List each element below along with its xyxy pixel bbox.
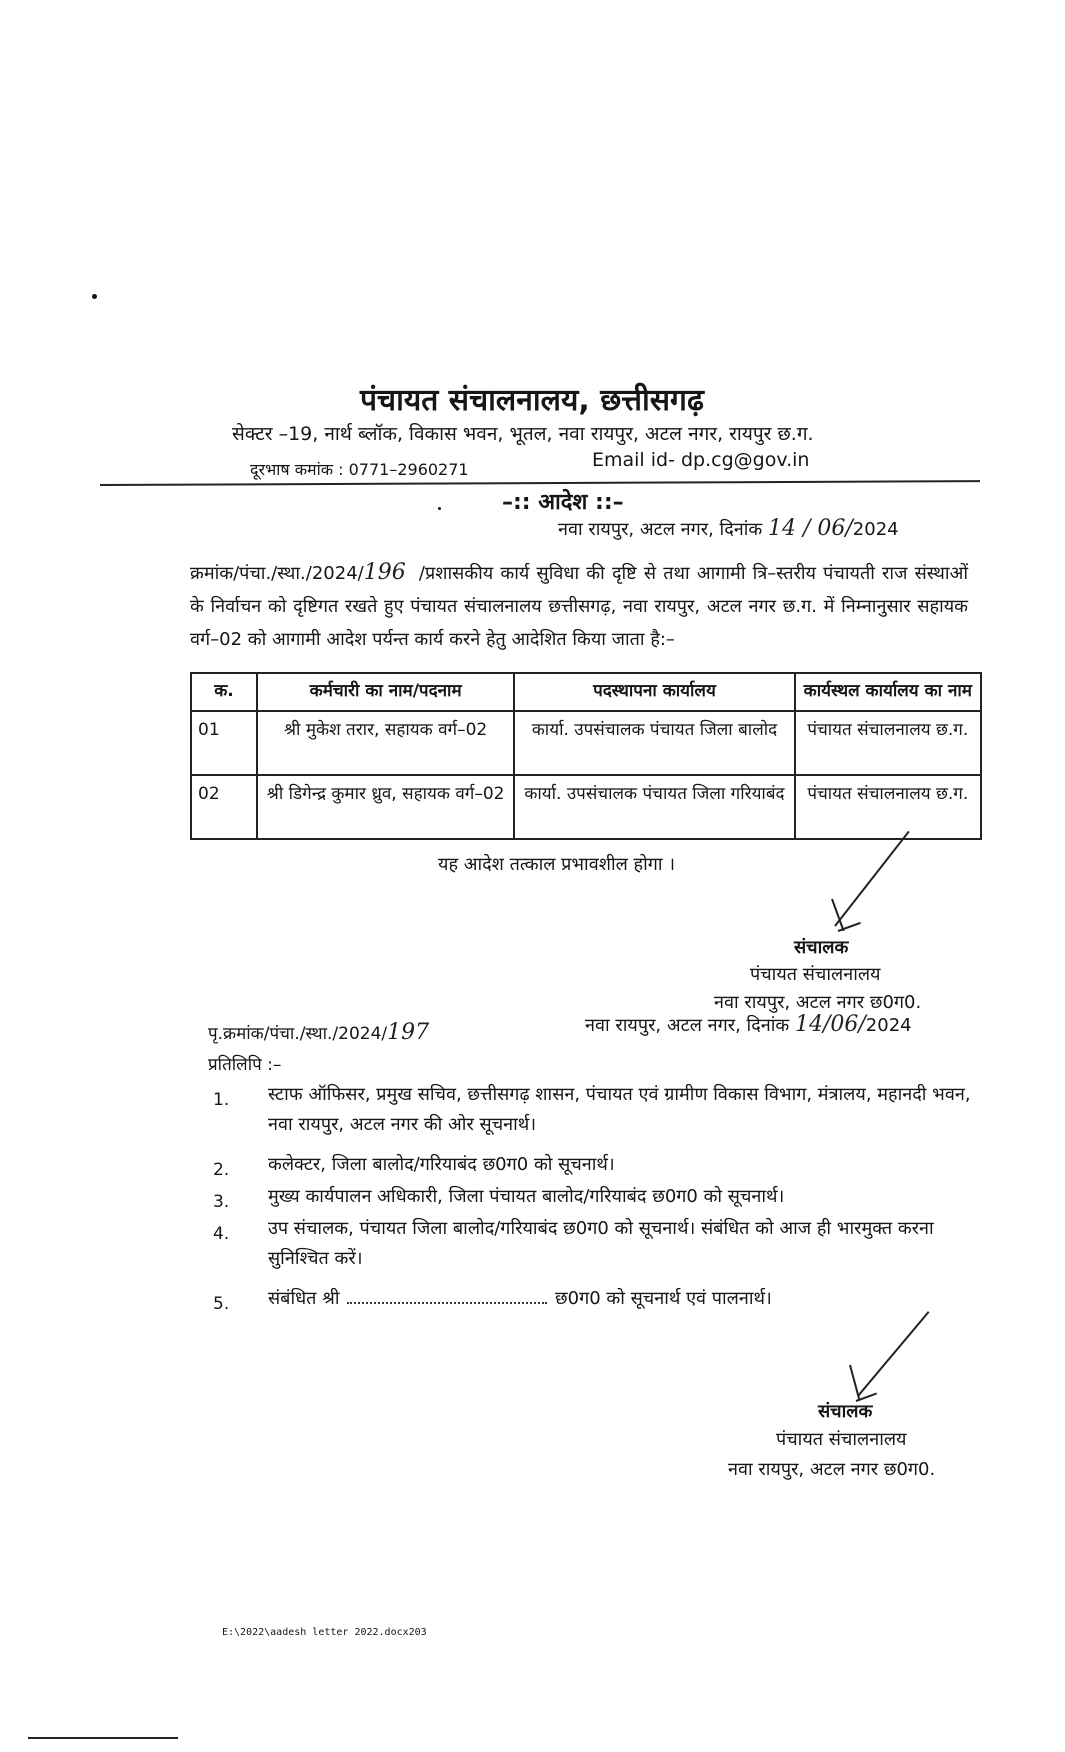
copy-date-year: 2024 (865, 1015, 912, 1036)
office-email: Email id- dp.cg@gov.in (592, 449, 810, 471)
order-place-date (558, 516, 899, 541)
place-date-prefix: नवा रायपुर, अटल नगर, दिनांक (558, 519, 763, 540)
copy-place-date-prefix: नवा रायपुर, अटल नगर, दिनांक (585, 1015, 790, 1036)
copy-item-number: 4. (213, 1224, 230, 1244)
order-ref-number (190, 560, 406, 585)
signatory-title: संचालक (794, 937, 849, 958)
cell-sn: 02 (191, 775, 257, 839)
copy-item (268, 1284, 980, 1314)
order-heading: –:: आदेश ::– (502, 490, 624, 515)
table-row (191, 775, 981, 839)
scan-edge-mark (28, 1737, 178, 1739)
office-phone: दूरभाष कमांक : 0771–2960271 (250, 460, 469, 479)
copy-item-number: 2. (213, 1160, 230, 1180)
handwritten-copy-ref: 197 (387, 1020, 430, 1045)
scan-dot (92, 294, 97, 299)
cell-workplace: पंचायत संचालनालय छ.ग. (795, 775, 981, 839)
signatory-office: पंचायत संचालनालय (776, 1429, 907, 1450)
ref-prefix: क्रमांक/पंचा./स्था./2024/ (190, 563, 364, 584)
copy-item: उप संचालक, पंचायत जिला बालोद/गरियाबंद छ0ग0 को सूचनार्थ। संबंधित को आज ही भारमुक्त करना सुनिश्चित करें। (268, 1218, 934, 1269)
scan-dot (438, 507, 441, 510)
copy-item: मुख्य कार्यपालन अधिकारी, जिला पंचायत बालोद/गरियाबंद छ0ग0 को सूचनार्थ। (268, 1186, 785, 1207)
cell-posting: कार्या. उपसंचालक पंचायत जिला गरियाबंद (514, 775, 794, 839)
order-body (190, 556, 968, 656)
table-row (191, 711, 981, 775)
cell-sn: 01 (191, 711, 257, 775)
signatory-place: नवा रायपुर, अटल नगर छ0ग0. (728, 1459, 936, 1480)
table-header-row (191, 673, 981, 711)
handwritten-date: 14 / 06/ (767, 516, 853, 541)
copy-place-date (585, 1012, 912, 1037)
posting-table (190, 672, 982, 840)
signatory-place: नवा रायपुर, अटल नगर छ0ग0. (714, 992, 922, 1013)
handwritten-copy-date: 14/06/ (794, 1012, 866, 1037)
copy-item-text-before: संबंधित श्री (268, 1288, 340, 1309)
signatory-office: पंचायत संचालनालय (750, 964, 881, 985)
col-header-workplace: कार्यस्थल कार्यालय का नाम (795, 673, 981, 711)
date-year: 2024 (852, 519, 899, 540)
cell-name: श्री मुकेश तरार, सहायक वर्ग–02 (257, 711, 514, 775)
copy-item: कलेक्टर, जिला बालोद/गरियाबंद छ0ग0 को सूचनार्थ। (268, 1154, 615, 1175)
file-path-footer: E:\2022\aadesh letter 2022.docx203 (222, 1627, 427, 1638)
office-title: पंचायत संचालनालय, छत्तीसगढ़ (360, 383, 704, 418)
handwritten-ref: 196 (363, 560, 406, 585)
copy-item-number: 1. (213, 1090, 230, 1110)
cell-name: श्री डिगेन्द्र कुमार ध्रुव, सहायक वर्ग–02 (257, 775, 514, 839)
copy-ref-prefix: पृ.क्रमांक/पंचा./स्था./2024/ (208, 1024, 388, 1044)
col-header-name: कर्मचारी का नाम/पदनाम (257, 673, 514, 711)
effect-statement: यह आदेश तत्काल प्रभावशील होगा । (438, 854, 676, 875)
copy-item: स्टाफ ऑफिसर, प्रमुख सचिव, छत्तीसगढ़ शासन, पंचायत एवं ग्रामीण विकास विभाग, मंत्रालय, महानदी भवन, नवा रायपुर, अटल नगर की ओर सूचनार्थ। (268, 1084, 971, 1135)
signatory-title: संचालक (818, 1401, 873, 1422)
copy-item-number: 5. (213, 1294, 230, 1314)
copy-label: प्रतिलिपि :– (208, 1055, 282, 1075)
copy-item-text-after: छ0ग0 को सूचनार्थ एवं पालनार्थ। (555, 1288, 772, 1309)
cell-posting: कार्या. उपसंचालक पंचायत जिला बालोद (514, 711, 794, 775)
copy-item-number: 3. (213, 1192, 230, 1212)
copy-ref-number (208, 1020, 429, 1045)
col-header-sn: क. (191, 673, 257, 711)
office-address: सेक्टर –19, नार्थ ब्लॉक, विकास भवन, भूतल, नवा रायपुर, अटल नगर, रायपुर छ.ग. (232, 423, 814, 445)
blank-fill-line (347, 1302, 547, 1304)
cell-workplace: पंचायत संचालनालय छ.ग. (795, 711, 981, 775)
col-header-posting: पदस्थापना कार्यालय (514, 673, 794, 711)
order-body-text: /प्रशासकीय कार्य सुविधा की दृष्टि से तथा आगामी त्रि–स्तरीय पंचायती राज संस्थाओं के निर्वाचन को दृष्टिगत रखते हुए पंचायत संचालनालय छत्तीसगढ़, नवा रायपुर, अटल नगर छ.ग. में निम्नानुसार सहायक वर्ग–02 को आगामी आदेश पर्यन्त कार्य करने हेतु आदेशित किया जाता है:– (190, 563, 968, 650)
